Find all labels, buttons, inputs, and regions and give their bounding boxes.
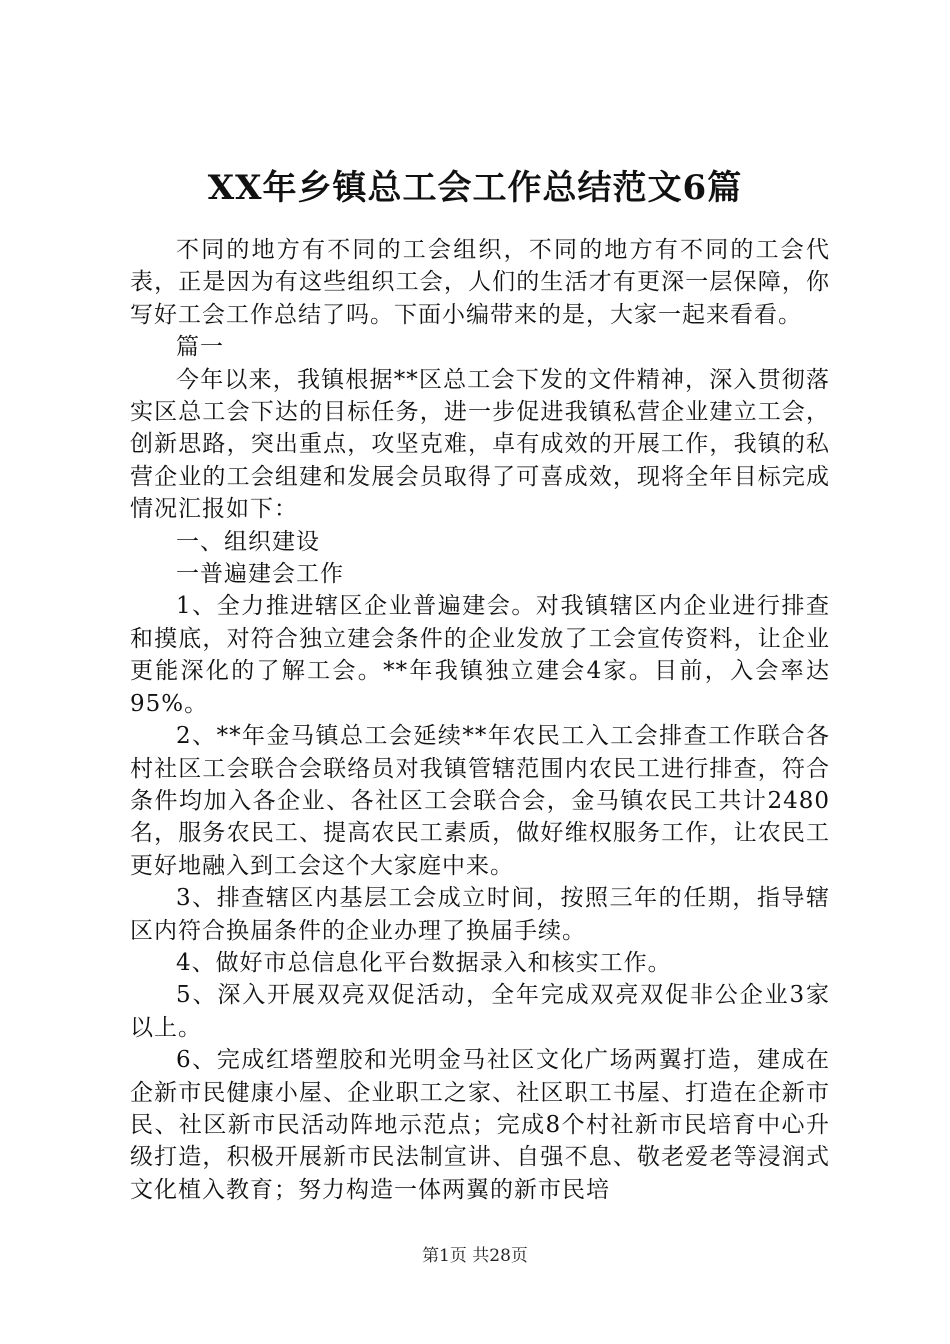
subsection-heading: 一普遍建会工作 (176, 561, 344, 588)
list-item-5: 5、深入开展双亮双促活动，全年完成双亮双促非公企业3家以上。 (130, 982, 830, 1041)
list-item-6: 6、完成红塔塑胶和光明金马社区文化广场两翼打造，建成在企新市民健康小屋、企业职工之家、社区职工书屋、打造在企新市民、社区新市民活动阵地示范点；完成8个村社新市民培育中心升级打造，积极开展新市民法制宣讲、自强不息、敬老爱老等浸润式文化植入教育；努力构造一体两翼的新市民培 (130, 1047, 830, 1203)
list-item-4: 4、做好市总信息化平台数据录入和核实工作。 (176, 949, 672, 976)
section-heading-organization: 一、组织建设 (176, 528, 320, 555)
section-heading-part-one: 篇一 (176, 334, 224, 361)
paragraph-intro: 不同的地方有不同的工会组织，不同的地方有不同的工会代表，正是因为有这些组织工会，人们的生活才有更深一层保障，你写好工会工作总结了吗。下面小编带来的是，大家一起来看看。 (130, 237, 830, 328)
paragraph-overview: 今年以来，我镇根据**区总工会下发的文件精神，深入贯彻落实区总工会下达的目标任务，进一步促进我镇私营企业建立工会，创新思路，突出重点，攻坚克难，卓有成效的开展工作，我镇的私营企业的工会组建和发展会员取得了可喜成效，现将全年目标完成情况汇报如下： (130, 366, 830, 523)
document-title: XX年乡镇总工会工作总结范文6篇 (207, 168, 743, 208)
list-item-1: 1、全力推进辖区企业普遍建会。对我镇辖区内企业进行排查和摸底，对符合独立建会条件的企业发放了工会宣传资料，让企业更能深化的了解工会。**年我镇独立建会4家。目前，入会率达95%。 (130, 593, 830, 717)
list-item-2: 2、**年金马镇总工会延续**年农民工入工会排查工作联合各村社区工会联合会联络员对我镇管辖范围内农民工进行排查，符合条件均加入各企业、各社区工会联合会，金马镇农民工共计2480名，服务农民工、提高农民工素质，做好维权服务工作，让农民工更好地融入到工会这个大家庭中来。 (130, 723, 830, 879)
page-number-footer: 第1页 共28页 (422, 1246, 528, 1266)
list-item-3: 3、排查辖区内基层工会成立时间，按照三年的任期，指导辖区内符合换届条件的企业办理了换届手续。 (130, 885, 830, 944)
document-body (130, 234, 830, 1206)
